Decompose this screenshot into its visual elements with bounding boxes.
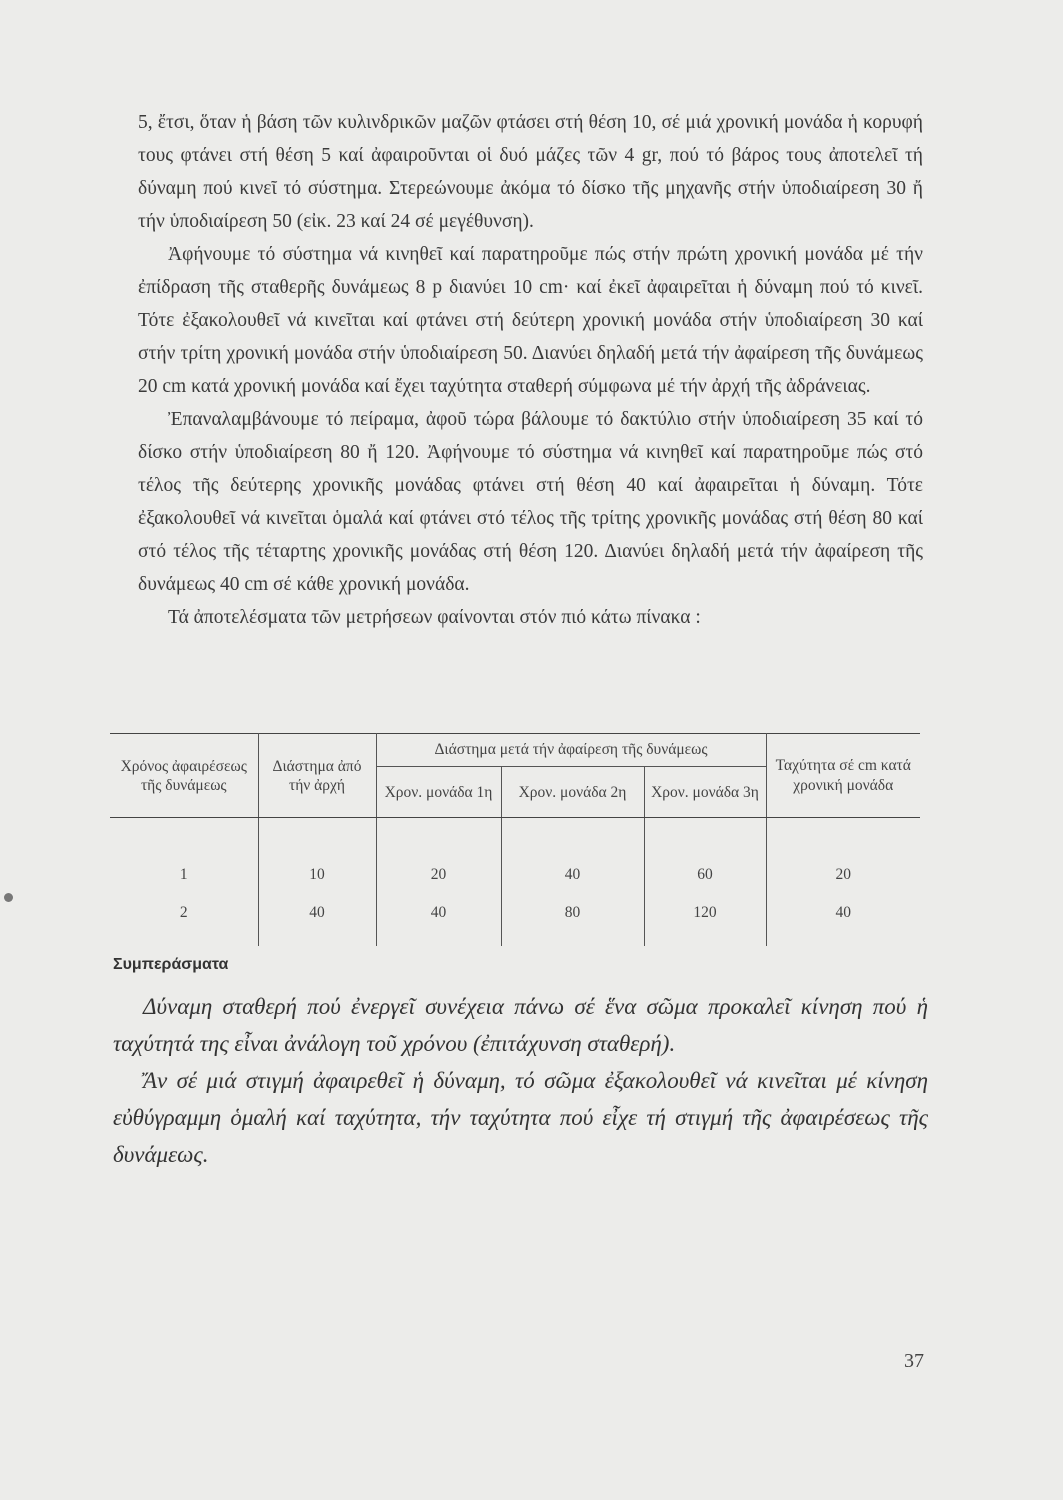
table-row (110, 856, 920, 894)
paragraph-4: Τά ἀποτελέσματα τῶν μετρήσεων φαίνονται στόν πιό κάτω πίνακα : (168, 607, 701, 628)
table-header-row (110, 734, 920, 767)
conclusions (113, 988, 928, 1173)
header-unit-1: Χρον. μονάδα 1η (376, 767, 501, 818)
scan-mark (4, 893, 13, 902)
paragraph-1: 5, ἔτσι, ὅταν ἡ βάση τῶν κυλινδρικῶν μαζῶν φτάσει στή θέση 10, σέ μιά χρονική μονάδα ἡ κορυφή τους φτάνει στή θέση 5 καί ἀφαιροῦνται οἱ δυό μάζες τῶν 4 gr, πού τό βάρος τους ἀποτελεῖ τή δύναμη πού κινεῖ τό σύστημα. Στερεώνουμε ἀκόμα τό δίσκο τῆς μηχανῆς στήν ὑποδιαίρεση 30 ἤ τήν ὑποδιαίρεση 50 (εἰκ. 23 καί 24 σέ μεγέθυνση). (138, 112, 923, 232)
conclusions-heading: Συμπεράσματα (113, 956, 229, 973)
header-unit-2: Χρον. μονάδα 2η (501, 767, 644, 818)
cell-time: 2 (179, 904, 188, 921)
paragraph-2: Ἀφήνουμε τό σύστημα νά κινηθεῖ καί παρατηροῦμε πώς στήν πρώτη χρονική μονάδα μέ τήν ἐπίδραση τῆς σταθερῆς δυνάμεως 8 p διανύει 10 cm· καί ἐκεῖ ἀφαιρεῖται ἡ δύναμη πού τό κινεῖ. Τότε ἐξακολουθεῖ νά κινεῖται καί φτάνει στή δεύτερη χρονική μονάδα στήν ὑποδιαίρεση 30 καί στήν τρίτη χρονική μονάδα στήν ὑποδιαίρεση 50. Διανύει δηλαδή μετά τήν ἀφαίρεση τῆς δυνάμεως 20 cm κατά χρονική μονάδα καί ἔχει ταχύτητα σταθερή σύμφωνα μέ τήν ἀρχή τῆς ἀδράνειας. (138, 244, 923, 397)
header-unit-3: Χρον. μονάδα 3η (644, 767, 766, 818)
header-distance-start: Διάστημα ἀπό τήν ἀρχή (258, 734, 376, 818)
cell-speed: 20 (766, 856, 920, 894)
cell-unit-1: 40 (376, 894, 501, 932)
cell-unit-3: 120 (644, 894, 766, 932)
cell-distance-start: 40 (258, 894, 376, 932)
cell-distance-start: 10 (258, 856, 376, 894)
conclusion-2: Ἄν σέ μιά στιγμή ἀφαιρεθεῖ ἡ δύναμη, τό σῶμα ἐξακολουθεῖ νά κινεῖται μέ κίνηση εὐθύγραμμη ὁμαλή καί ταχύτητα, τήν ταχύτητα πού εἶχε τή στιγμή τῆς ἀφαιρέσεως τῆς δυνάμεως. (113, 1068, 928, 1167)
page-number: 37 (904, 1350, 924, 1372)
header-time: Χρόνος ἀφαιρέσεως τῆς δυνάμεως (110, 734, 258, 818)
cell-time: 1 (179, 866, 188, 883)
header-distance-after: Διάστημα μετά τήν ἀφαίρεση τῆς δυνάμεως (376, 734, 766, 767)
body-text (138, 106, 923, 634)
header-speed: Ταχύτητα σέ cm κατά χρονική μονάδα (766, 734, 920, 818)
cell-unit-1: 20 (376, 856, 501, 894)
paragraph-3: Ἐπαναλαμβάνουμε τό πείραμα, ἀφοῦ τώρα βάλουμε τό δακτύλιο στήν ὑποδιαίρεση 35 καί τό δίσκο στήν ὑποδιαίρεση 80 ἤ 120. Ἀφήνουμε τό σύστημα νά κινηθεῖ καί παρατηροῦμε πώς στό τέλος τῆς δεύτερης χρονικῆς μονάδας φτάνει στή θέση 40 καί ἀφαιρεῖται ἡ δύναμη. Τότε ἐξακολουθεῖ νά κινεῖται ὁμαλά καί φτάνει στό τέλος τῆς τρίτης χρονικῆς μονάδας στή θέση 80 καί στό τέλος τῆς τέταρτης χρονικῆς μονάδας στή θέση 120. Διανύει δηλαδή μετά τήν ἀφαίρεση τῆς δυνάμεως 40 cm σέ κάθε χρονική μονάδα. (138, 409, 923, 595)
cell-unit-3: 60 (644, 856, 766, 894)
cell-unit-2: 40 (501, 856, 644, 894)
cell-speed: 40 (766, 894, 920, 932)
conclusion-1: Δύναμη σταθερή πού ἐνεργεῖ συνέχεια πάνω σέ ἕνα σῶμα προκαλεῖ κίνηση πού ἡ ταχύτητά της εἶναι ἀνάλογη τοῦ χρόνου (ἐπιτάχυνση σταθερή). (113, 994, 928, 1056)
table-row (110, 894, 920, 932)
cell-unit-2: 80 (501, 894, 644, 932)
results-table (110, 733, 920, 946)
